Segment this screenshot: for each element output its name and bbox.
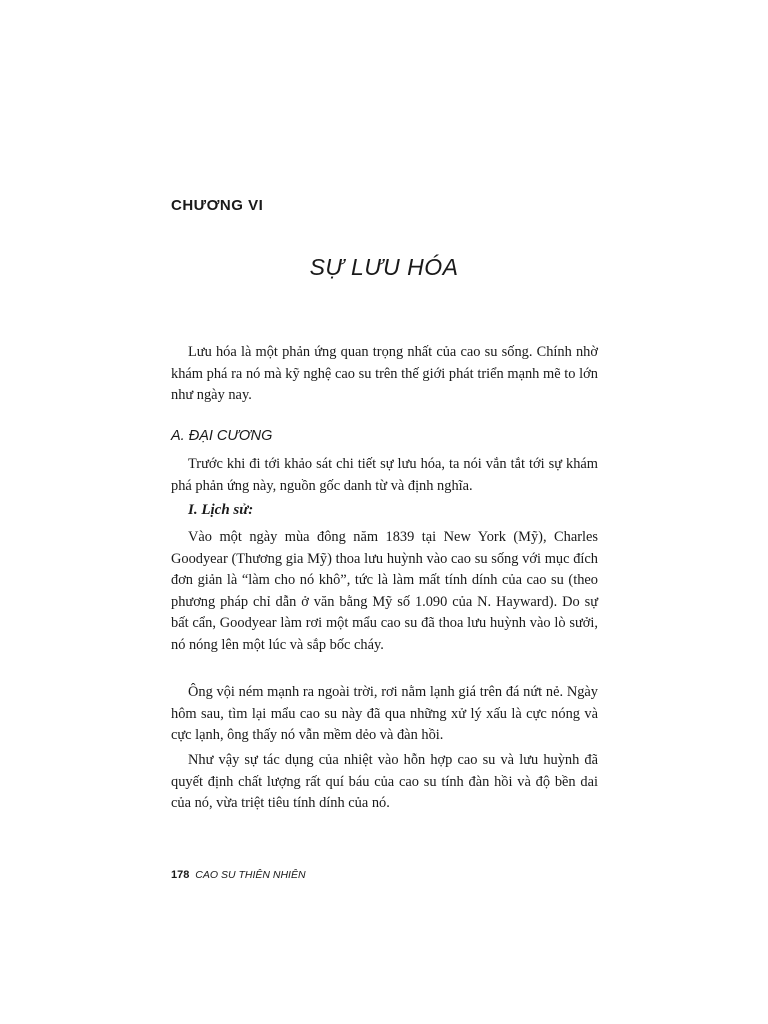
section-intro-paragraph bbox=[171, 454, 598, 497]
history-text-2: Ông vội ném mạnh ra ngoài trời, rơi nằm lạnh giá trên đá nứt nẻ. Ngày hôm sau, tìm lại mẩu cao su này đã qua những xử lý xấu là cực nóng và cực lạnh, ông thấy nó vẫn mềm dẻo và đàn hồi. bbox=[171, 684, 598, 743]
history-paragraph-1 bbox=[171, 527, 598, 656]
chapter-title: SỰ LƯU HÓA bbox=[309, 254, 459, 280]
page-number: 178 bbox=[171, 869, 190, 881]
history-text-3: Như vậy sự tác dụng của nhiệt vào hỗn hợp cao su và lưu huỳnh đã quyết định chất lượng rất quí báu của cao su tính đàn hồi và độ bền dai của nó, vừa triệt tiêu tính dính của nó. bbox=[171, 752, 598, 811]
section-heading: A. ĐẠI CƯƠNG bbox=[171, 428, 273, 444]
history-paragraph-2 bbox=[171, 682, 598, 747]
history-text-1: Vào một ngày mùa đông năm 1839 tại New York (Mỹ), Charles Goodyear (Thương gia Mỹ) thoa lưu huỳnh vào cao su sống với mục đích đơn giản là “làm cho nó khô”, tức là làm mất tính dính của cao su (theo phương pháp chỉ dẫn ở văn bằng Mỹ số 1.090 của N. Hayward). Do sự bất cẩn, Goodyear làm rơi một mẩu cao su đã thoa lưu huỳnh vào lò sưởi, nó nóng lên một lúc và sắp bốc cháy. bbox=[171, 529, 598, 653]
page-footer bbox=[171, 869, 306, 881]
book-title: CAO SU THIÊN NHIÊN bbox=[195, 869, 306, 881]
intro-text: Lưu hóa là một phản ứng quan trọng nhất của cao su sống. Chính nhờ khám phá ra nó mà kỹ nghệ cao su trên thế giới phát triển mạnh mẽ to lớn như ngày nay. bbox=[171, 344, 598, 403]
section-intro-text: Trước khi đi tới khảo sát chi tiết sự lưu hóa, ta nói vắn tắt tới sự khám phá phản ứng này, nguồn gốc danh từ và định nghĩa. bbox=[171, 456, 598, 494]
history-paragraph-3 bbox=[171, 750, 598, 815]
intro-paragraph bbox=[171, 342, 598, 407]
subsection-heading: I. Lịch sử: bbox=[188, 502, 254, 518]
chapter-label: CHƯƠNG VI bbox=[171, 197, 264, 214]
